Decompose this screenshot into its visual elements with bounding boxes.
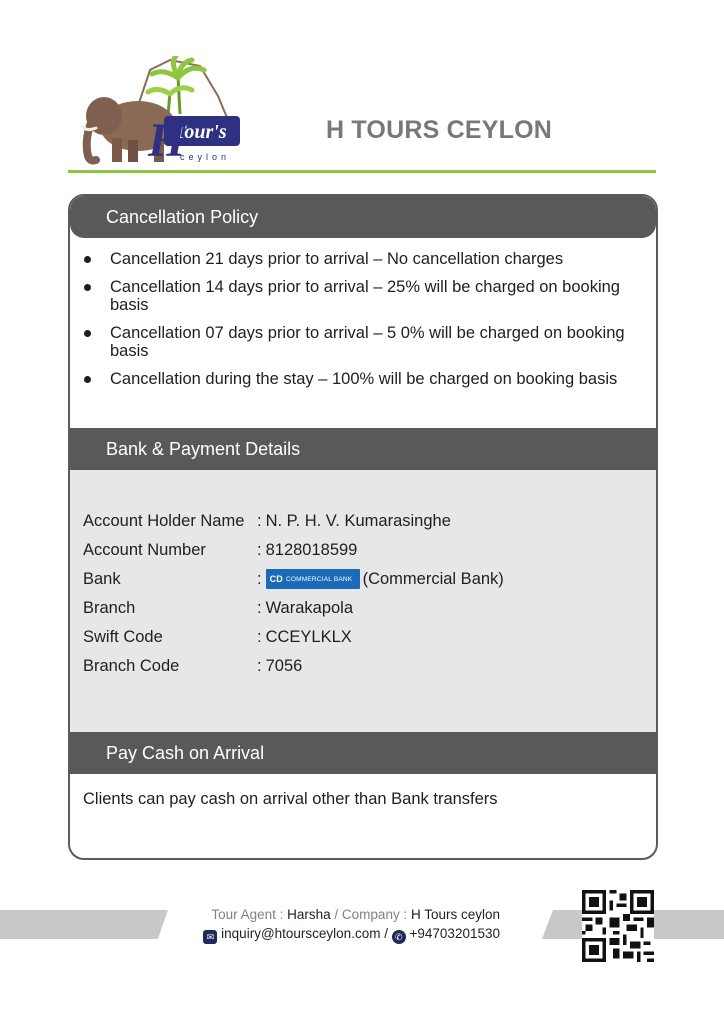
bank-label: Swift Code bbox=[83, 627, 163, 646]
agent-name: Harsha bbox=[287, 907, 331, 922]
list-item bbox=[82, 370, 644, 388]
bank-label: Account Holder Name bbox=[83, 511, 245, 530]
cash-heading-text: Pay Cash on Arrival bbox=[106, 742, 265, 763]
policy-text-cont: basis bbox=[110, 296, 149, 314]
footer-agent-line bbox=[190, 905, 500, 924]
separator: : bbox=[257, 656, 262, 675]
bank-value: Warakapola bbox=[265, 598, 354, 617]
bullet-icon bbox=[84, 376, 91, 383]
footer-bar-left bbox=[0, 910, 168, 939]
bank-value: (Commercial Bank) bbox=[362, 569, 504, 588]
list-item bbox=[82, 250, 644, 268]
company-logo bbox=[68, 56, 248, 168]
bank-value: 7056 bbox=[265, 656, 303, 675]
bank-label: Branch bbox=[83, 598, 136, 617]
bank-value: 8128018599 bbox=[265, 540, 358, 559]
policy-text: Cancellation 21 days prior to arrival – No cancellation charges bbox=[110, 250, 564, 268]
email-link[interactable]: inquiry@htoursceylon.com bbox=[221, 926, 381, 941]
phone-icon: ✆ bbox=[392, 930, 406, 944]
policy-text-cont: basis bbox=[110, 342, 149, 360]
bank-heading bbox=[70, 428, 656, 470]
bank-label: Account Number bbox=[83, 540, 206, 559]
svg-text:H: H bbox=[148, 114, 186, 167]
svg-text:Tour's: Tour's bbox=[174, 121, 227, 143]
phone-link[interactable]: +94703201530 bbox=[409, 926, 500, 941]
list-item bbox=[82, 324, 644, 360]
elephant-palm-logo-icon bbox=[68, 56, 248, 168]
company-label: Company : bbox=[341, 907, 411, 922]
bank-mark-icon: CD bbox=[269, 574, 283, 584]
separator: : bbox=[257, 511, 262, 530]
qr-code-icon[interactable] bbox=[582, 890, 654, 962]
footer-contact-line: ✉ inquiry@htoursceylon.com / ✆ +94703201530 bbox=[190, 924, 500, 944]
list-item bbox=[82, 278, 644, 314]
bullet-icon bbox=[84, 284, 91, 291]
cancellation-heading bbox=[70, 196, 656, 238]
mail-icon: ✉ bbox=[203, 930, 217, 944]
cancellation-list bbox=[82, 250, 644, 398]
bank-row-account bbox=[83, 539, 357, 561]
slash: / bbox=[330, 907, 342, 922]
bank-row-holder bbox=[83, 510, 451, 532]
bank-label: Bank bbox=[83, 569, 121, 588]
bank-row-swift bbox=[83, 626, 352, 648]
policy-text: Cancellation 14 days prior to arrival – 25% will be charged on booking bbox=[110, 278, 620, 296]
bullet-icon bbox=[84, 256, 91, 263]
info-card bbox=[68, 194, 658, 860]
svg-text:ceylon: ceylon bbox=[180, 152, 231, 162]
company-title: H TOURS CEYLON bbox=[326, 116, 552, 144]
company-name: H Tours ceylon bbox=[410, 907, 500, 922]
commercial-bank-logo bbox=[266, 569, 360, 589]
separator: : bbox=[257, 540, 262, 559]
bank-row-bank bbox=[83, 568, 504, 590]
bank-details bbox=[70, 470, 656, 732]
bank-row-branch bbox=[83, 597, 353, 619]
agent-label: Tour Agent : bbox=[211, 907, 288, 922]
bank-value: CCEYLKLX bbox=[265, 627, 352, 646]
bank-heading-text: Bank & Payment Details bbox=[106, 438, 301, 459]
policy-text: Cancellation 07 days prior to arrival – 5 0% will be charged on booking bbox=[110, 324, 625, 342]
separator: : bbox=[257, 627, 262, 646]
policy-text: Cancellation during the stay – 100% will be charged on booking basis bbox=[110, 370, 618, 388]
cancellation-heading-text: Cancellation Policy bbox=[106, 206, 259, 227]
bank-label: Branch Code bbox=[83, 656, 180, 675]
separator: : bbox=[257, 598, 262, 617]
bullet-icon bbox=[84, 330, 91, 337]
header-divider bbox=[68, 170, 656, 173]
cash-text: Clients can pay cash on arrival other than Bank transfers bbox=[83, 790, 498, 808]
bank-row-branch-code bbox=[83, 655, 302, 677]
separator: : bbox=[257, 569, 262, 588]
bank-value: N. P. H. V. Kumarasinghe bbox=[265, 511, 451, 530]
footer-contact bbox=[190, 905, 500, 944]
cash-heading bbox=[70, 732, 656, 774]
bank-logo-text: COMMERCIAL BANK bbox=[286, 575, 353, 583]
